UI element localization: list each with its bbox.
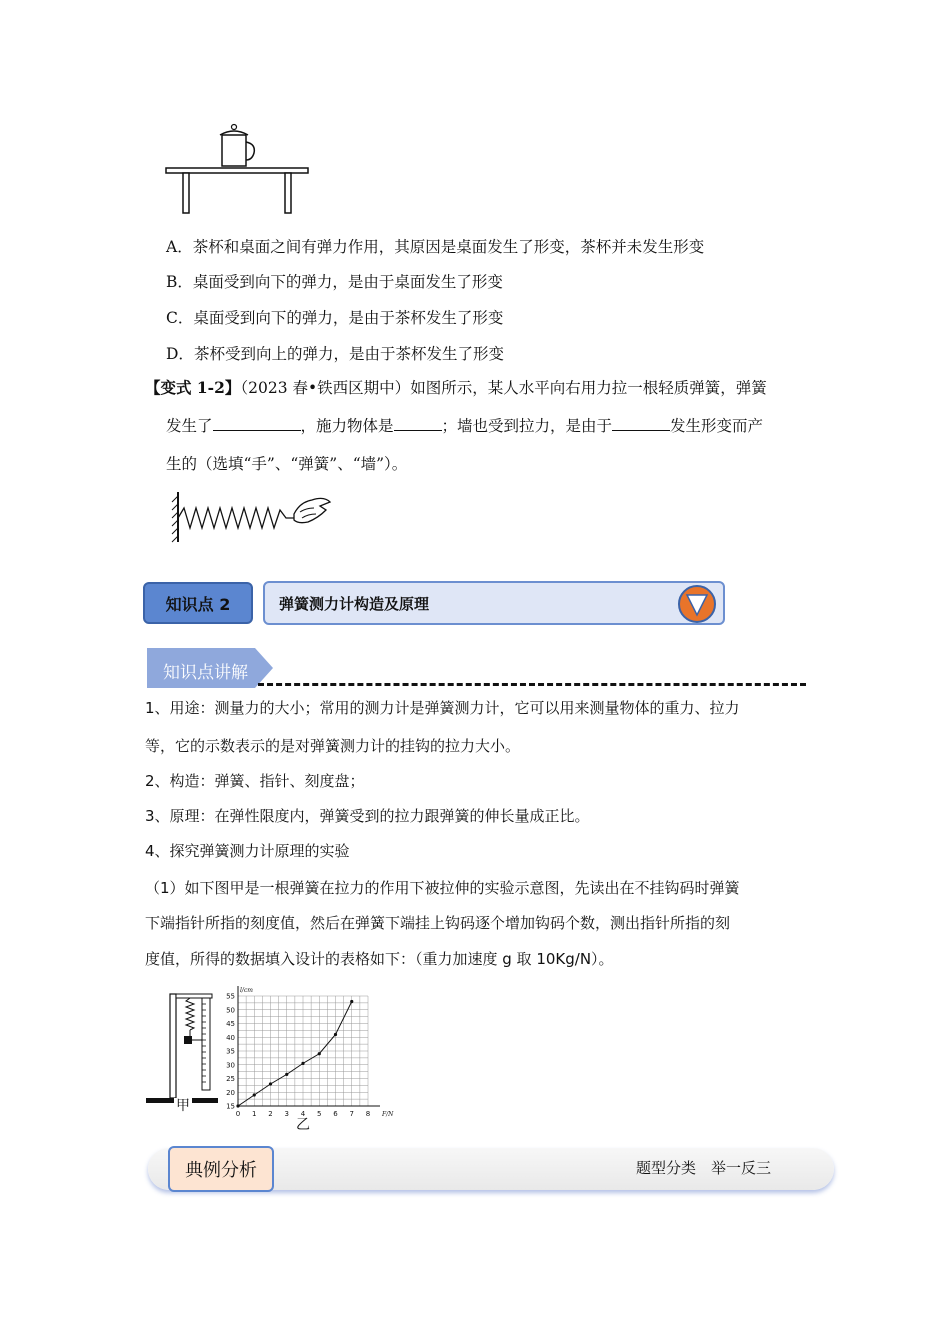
answer-blank-3[interactable] <box>612 416 670 431</box>
para-step-1b: 下端指针所指的刻度值，然后在弹簧下端挂上钩码逐个增加钩码个数，测出指针所指的刻 <box>145 914 731 932</box>
data-point <box>334 1033 337 1036</box>
force-length-chart <box>218 984 400 1118</box>
x-tick-label: 5 <box>317 1110 322 1118</box>
answer-blank-2[interactable] <box>394 416 442 431</box>
data-point <box>269 1082 272 1085</box>
x-tick-label: 3 <box>284 1110 289 1118</box>
data-point <box>301 1062 304 1065</box>
figure-label-jia: 甲 <box>176 1098 190 1114</box>
example-subtitle: 题型分类 举一反三 <box>636 1159 772 1177</box>
teacup-table-figure <box>160 120 320 220</box>
variant-line1: 【变式 1-2】（2023 春•铁西区期中）如图所示，某人水平向右用力拉一根轻质弹簧，弹簧 <box>145 378 767 397</box>
y-tick-label: 15 <box>226 1102 235 1111</box>
knowledge-point-badge: 知识点 2 <box>143 582 253 624</box>
para-structure: 2、构造：弹簧、指针、刻度盘； <box>145 772 365 790</box>
data-point <box>318 1052 321 1055</box>
y-tick-label: 35 <box>226 1047 235 1056</box>
para-step-1c: 度值，所得的数据填入设计的表格如下：（重力加速度 g 取 10Kg/N）。 <box>145 950 614 968</box>
x-tick-label: 6 <box>333 1110 338 1118</box>
x-tick-label: 0 <box>235 1110 241 1118</box>
x-tick-label: 8 <box>365 1110 371 1118</box>
variant-line3: 生的（选填“手”、“弹簧”、“墙”）。 <box>166 455 408 473</box>
y-tick-label: 40 <box>226 1033 235 1042</box>
para-usage-2: 等，它的示数表示的是对弹簧测力计的挂钩的拉力大小。 <box>145 737 521 755</box>
x-tick-label: 4 <box>300 1110 306 1118</box>
data-point <box>253 1093 256 1096</box>
figure-label-yi: 乙 <box>296 1117 310 1133</box>
option-d: D．茶杯受到向上的弹力，是由于茶杯发生了形变 <box>166 345 504 363</box>
collapse-triangle-icon[interactable] <box>677 584 717 624</box>
x-tick-label: 7 <box>349 1110 354 1118</box>
dashed-divider <box>258 683 806 686</box>
y-axis-label: l/cm <box>240 987 253 994</box>
y-tick-label: 50 <box>226 1006 235 1015</box>
knowledge-point-title: 弹簧测力计构造及原理 <box>263 581 725 625</box>
spring-hand-figure <box>168 488 338 548</box>
y-tick-label: 45 <box>226 1020 235 1028</box>
variant-label: 【变式 1-2】 <box>145 378 241 397</box>
x-tick-label: 2 <box>268 1110 273 1118</box>
y-tick-label: 25 <box>226 1075 235 1083</box>
data-point <box>285 1073 288 1076</box>
variant-line2: 发生了 ，施力物体是 ；墙也受到拉力，是由于 发生形变而产 <box>166 417 764 435</box>
para-principle: 3、原理：在弹性限度内，弹簧受到的拉力跟弹簧的伸长量成正比。 <box>145 807 590 825</box>
para-step-1a: （1）如下图甲是一根弹簧在拉力的作用下被拉伸的实验示意图，先读出在不挂钩码时弹簧 <box>145 879 740 897</box>
option-c: C．桌面受到向下的弹力，是由于茶杯发生了形变 <box>166 309 504 327</box>
spring-scale-apparatus <box>144 990 224 1114</box>
para-usage-1: 1、用途：测量力的大小；常用的测力计是弹簧测力计，它可以用来测量物体的重力、拉力 <box>145 699 740 717</box>
para-experiment: 4、探究弹簧测力计原理的实验 <box>145 842 350 860</box>
x-tick-label: 1 <box>252 1110 257 1118</box>
knowledge-explain-tag: 知识点讲解 <box>147 648 275 688</box>
y-tick-label: 55 <box>226 992 235 1001</box>
option-b: B．桌面受到向下的弹力，是由于桌面发生了形变 <box>166 273 503 291</box>
example-analysis-tag: 典例分析 <box>168 1146 274 1192</box>
answer-blank-1[interactable] <box>213 416 301 431</box>
y-tick-label: 30 <box>226 1061 235 1070</box>
option-a: A．茶杯和桌面之间有弹力作用，其原因是桌面发生了形变，茶杯并未发生形变 <box>166 238 705 256</box>
data-point <box>236 1104 239 1107</box>
data-point <box>350 1000 353 1003</box>
y-tick-label: 20 <box>226 1088 235 1097</box>
x-axis-label: F/N <box>382 1111 394 1118</box>
